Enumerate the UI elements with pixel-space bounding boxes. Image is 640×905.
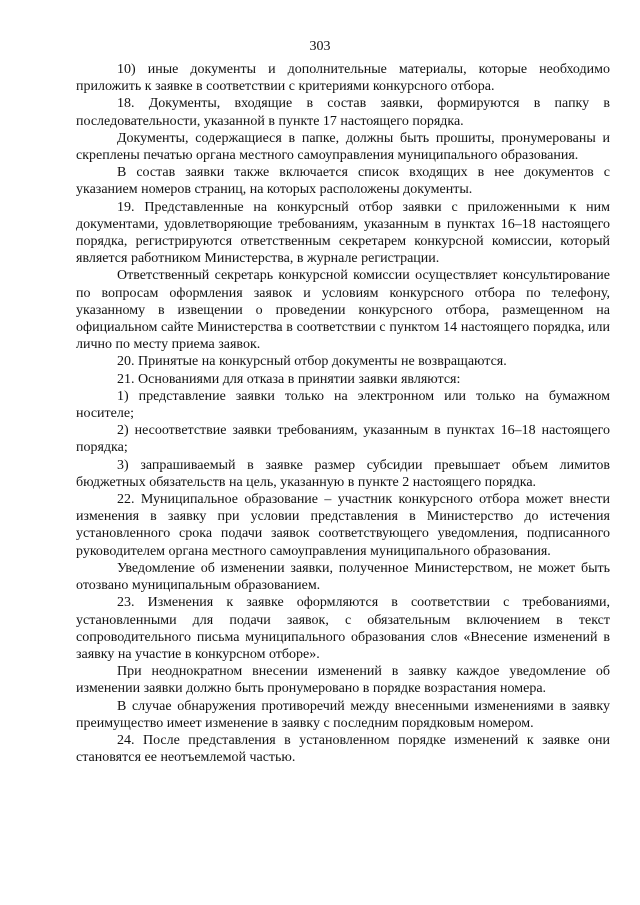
paragraph-contradictions: В случае обнаружения противоречий между внесенными изменениями в заявку преимущество имеет изменение в заявку с последним порядковым номером. [76,698,610,731]
page-number: 303 [309,39,331,54]
document-body [76,61,610,766]
paragraph-clause-22: 22. Муниципальное образование – участник конкурсного отбора может внести изменения в заявку при условии представления в Министерство до истечения установленного срока подачи заявок соответствующего уведомления, подписанного руководителем органа местного самоуправления муниципального образования. [76,492,610,559]
paragraph-clause-21: 21. Основаниями для отказа в принятии заявки являются: [117,371,461,387]
paragraph-notice-not-revocable: Уведомление об изменении заявки, полученное Министерством, не может быть отозвано муниципальным образованием. [76,560,610,594]
paragraph-notice-numbering: При неоднократном внесении изменений в заявку каждое уведомление об изменении заявки должно быть пронумеровано в порядке возрастания номера. [76,664,610,697]
paragraph-refusal-reason-3: 3) запрашиваемый в заявке размер субсидии превышает объем лимитов бюджетных обязательств на цель, указанную в пункте 2 настоящего порядка. [76,457,610,490]
paragraph-secretary-consulting: Ответственный секретарь конкурсной комиссии осуществляет консультирование по вопросам оформления заявок и условиям конкурсного отбора по телефону, указанному в извещении о проведении конкурсного отбора, размещенном на официальном сайте Министерства в соответствии с пунктом 14 настоящего порядка, или лично по месту приема заявок. [76,268,610,353]
paragraph-refusal-reason-1: 1) представление заявки только на электронном или только на бумажном носителе; [76,388,610,422]
paragraph-document-list: В состав заявки также включается список входящих в нее документов с указанием номеров страниц, на которых расположены документы. [76,165,610,198]
paragraph-refusal-reason-2: 2) несоответствие заявки требованиям, указанным в пунктах 16–18 настоящего порядка; [76,423,610,456]
paragraph-clause-18: 18. Документы, входящие в состав заявки, формируются в папку в последовательности, указанной в пункте 17 настоящего порядка. [76,96,610,129]
paragraph-item-10-other-documents: 10) иные документы и дополнительные материалы, которые необходимо приложить к заявке в соответствии с критериями конкурсного отбора. [76,62,610,95]
paragraph-folder-binding: Документы, содержащиеся в папке, должны быть прошиты, пронумерованы и скреплены печатью органа местного самоуправления муниципального образования. [76,130,610,164]
paragraph-clause-20: 20. Принятые на конкурсный отбор документы не возвращаются. [117,354,507,370]
paragraph-clause-19: 19. Представленные на конкурсный отбор заявки с приложенными к ним документами, удовлетворяющие требованиям, указанным в пунктах 16–18 настоящего порядка, регистрируются ответственным секретарем конкурсной комиссии, который является работником Министерства, в журнале регистрации. [76,199,610,267]
paragraph-clause-23: 23. Изменения к заявке оформляются в соответствии с требованиями, установленными для подачи заявок, с обязательным включением в текст сопроводительного письма муниципального образования слов «Внесение изменений в заявку на участие в конкурсном отборе». [76,595,610,662]
paragraph-clause-24: 24. После представления в установленном порядке изменений к заявке они становятся ее неотъемлемой частью. [76,732,610,766]
